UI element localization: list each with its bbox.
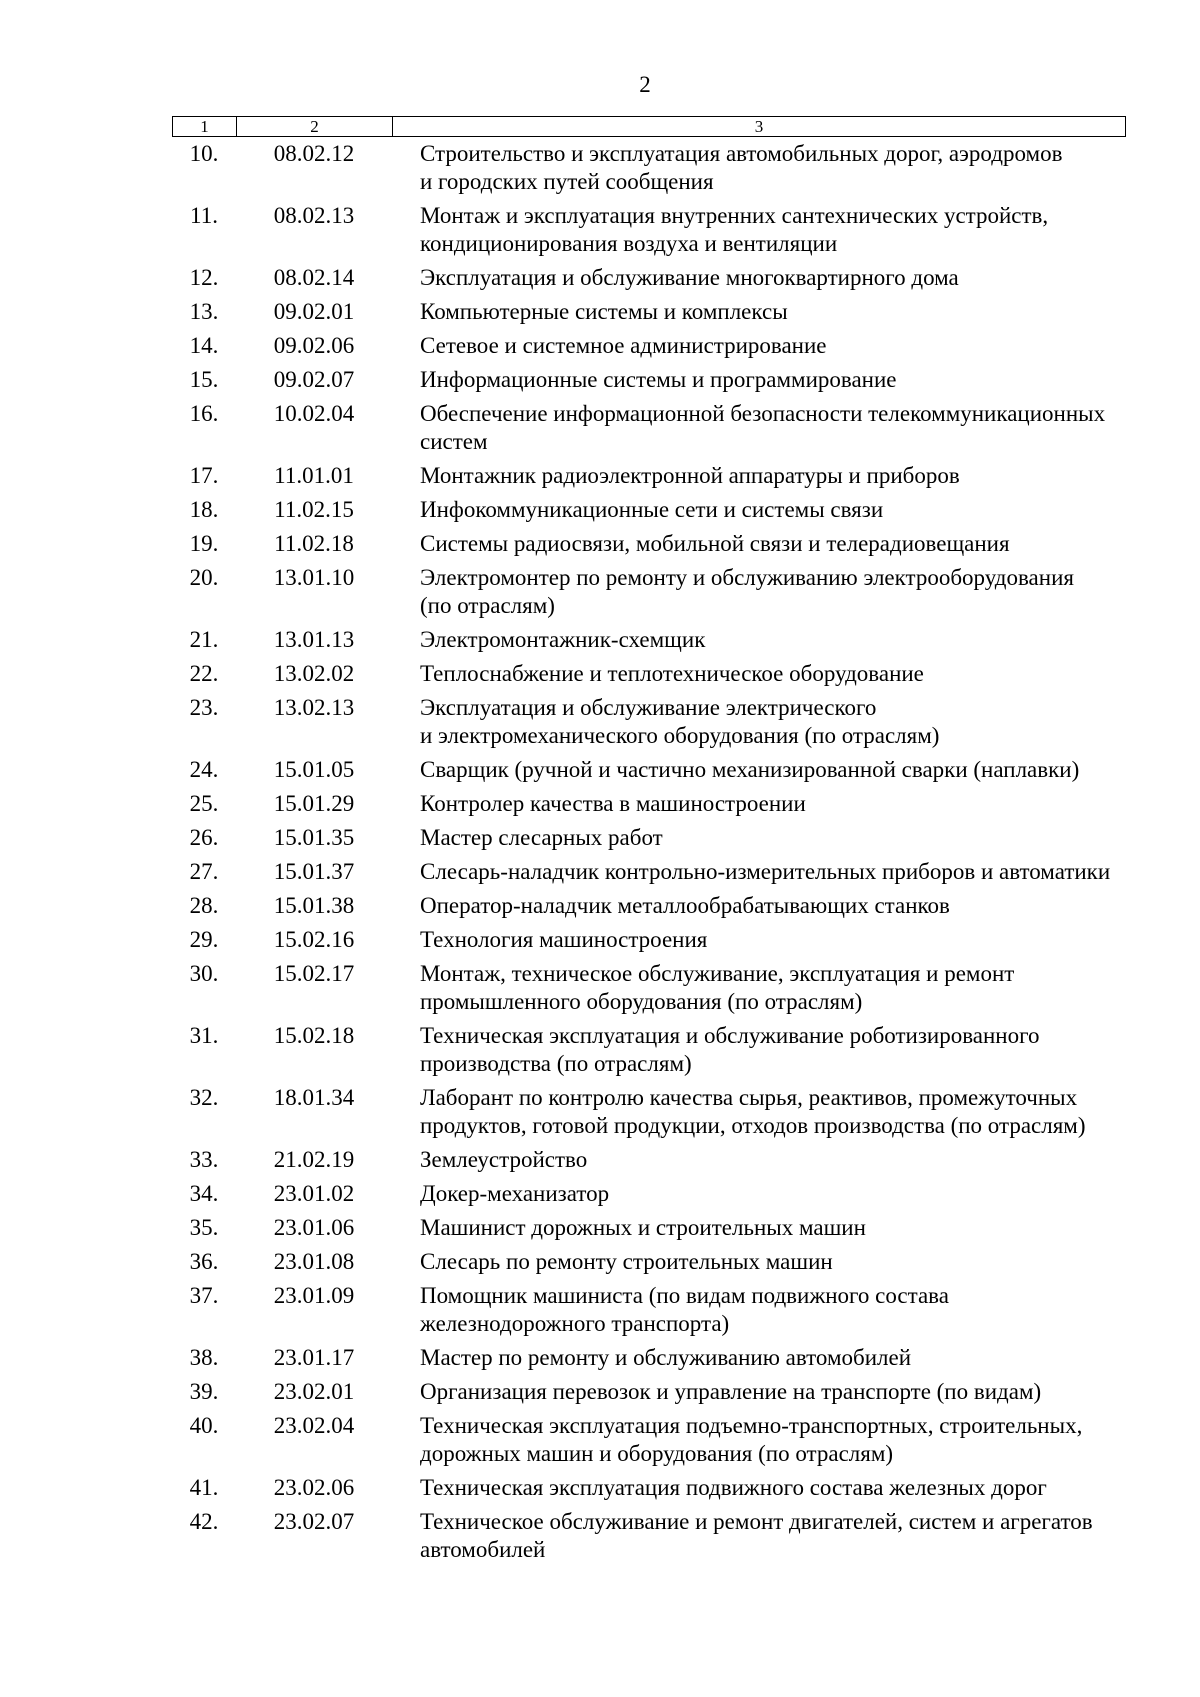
- specialty-name: [420, 530, 1140, 558]
- table-row: [172, 530, 1142, 558]
- row-number: 35.: [189, 1215, 219, 1240]
- specialty-name-line: промышленного оборудования (по отраслям): [420, 989, 863, 1014]
- specialty-name-line: Техническая эксплуатация подвижного состава железных дорог: [420, 1475, 1047, 1500]
- table-body: [172, 140, 1142, 1570]
- specialty-name-line: Слесарь по ремонту строительных машин: [420, 1249, 833, 1274]
- specialty-code: 23.01.06: [273, 1215, 355, 1240]
- row-number: 21.: [189, 627, 219, 652]
- specialty-name: [420, 298, 1140, 326]
- header-col-2: 2: [237, 117, 393, 136]
- table-row: [172, 1412, 1142, 1468]
- specialty-code: 11.01.01: [274, 463, 354, 488]
- row-number: 12.: [189, 265, 219, 290]
- table-row: [172, 960, 1142, 1016]
- specialty-name: [420, 858, 1140, 886]
- specialty-name: [420, 1022, 1140, 1078]
- row-number: 36.: [189, 1249, 219, 1274]
- row-number: 14.: [189, 333, 219, 358]
- specialty-name-line: систем: [420, 429, 488, 454]
- row-number: 11.: [190, 203, 218, 228]
- row-number: 37.: [189, 1283, 219, 1308]
- specialty-name-line: Монтаж, техническое обслуживание, эксплуатация и ремонт: [420, 961, 1015, 986]
- specialty-name-line: кондиционирования воздуха и вентиляции: [420, 231, 838, 256]
- specialty-name-line: Сетевое и системное администрирование: [420, 333, 827, 358]
- specialty-name: [420, 140, 1140, 196]
- row-number: 40.: [189, 1413, 219, 1438]
- row-number: 34.: [189, 1181, 219, 1206]
- specialty-name-line: Техническая эксплуатация и обслуживание роботизированного: [420, 1023, 1040, 1048]
- table-row: [172, 298, 1142, 326]
- specialty-name-line: Компьютерные системы и комплексы: [420, 299, 788, 324]
- row-number: 15.: [189, 367, 219, 392]
- specialty-name: [420, 626, 1140, 654]
- row-number: 20.: [189, 565, 219, 590]
- specialty-code: 15.02.18: [273, 1023, 355, 1048]
- specialty-name: [420, 564, 1140, 620]
- table-row: [172, 1214, 1142, 1242]
- row-number: 39.: [189, 1379, 219, 1404]
- specialty-name-line: железнодорожного транспорта): [420, 1311, 730, 1336]
- row-number: 32.: [189, 1085, 219, 1110]
- table-row: [172, 462, 1142, 490]
- row-number: 29.: [189, 927, 219, 952]
- specialty-code: 15.01.35: [273, 825, 355, 850]
- specialty-name-line: Техническая эксплуатация подъемно-транспортных, строительных,: [420, 1413, 1083, 1438]
- specialty-name: [420, 332, 1140, 360]
- table-row: [172, 332, 1142, 360]
- row-number: 17.: [189, 463, 219, 488]
- specialty-code: 10.02.04: [273, 401, 355, 426]
- specialty-name-line: Контролер качества в машиностроении: [420, 791, 806, 816]
- row-number: 28.: [189, 893, 219, 918]
- specialty-code: 23.02.04: [273, 1413, 355, 1438]
- specialty-name: [420, 1146, 1140, 1174]
- specialty-name: [420, 1084, 1140, 1140]
- specialty-name: [420, 1474, 1140, 1502]
- specialty-name: [420, 1180, 1140, 1208]
- specialty-name-line: продуктов, готовой продукции, отходов производства (по отраслям): [420, 1113, 1086, 1138]
- table-row: [172, 140, 1142, 196]
- row-number: 24.: [189, 757, 219, 782]
- specialty-name-line: Монтаж и эксплуатация внутренних сантехнических устройств,: [420, 203, 1049, 228]
- specialty-name-line: Электромонтер по ремонту и обслуживанию электрооборудования: [420, 565, 1074, 590]
- table-row: [172, 264, 1142, 292]
- specialty-name-line: дорожных машин и оборудования (по отраслям): [420, 1441, 894, 1466]
- specialty-name: [420, 1508, 1140, 1564]
- table-row: [172, 1508, 1142, 1564]
- specialty-name: [420, 1248, 1140, 1276]
- specialty-code: 15.01.29: [273, 791, 355, 816]
- specialty-name: [420, 892, 1140, 920]
- page-number: 2: [639, 72, 651, 97]
- specialty-name-line: Землеустройство: [420, 1147, 588, 1172]
- specialty-code: 13.01.13: [273, 627, 355, 652]
- specialty-name-line: Инфокоммуникационные сети и системы связи: [420, 497, 884, 522]
- specialty-code: 23.01.08: [273, 1249, 355, 1274]
- row-number: 10.: [189, 141, 219, 166]
- specialty-name-line: производства (по отраслям): [420, 1051, 692, 1076]
- table-row: [172, 756, 1142, 784]
- table-row: [172, 202, 1142, 258]
- specialty-code: 15.02.16: [273, 927, 355, 952]
- row-number: 31.: [189, 1023, 219, 1048]
- table-row: [172, 790, 1142, 818]
- table-row: [172, 366, 1142, 394]
- specialty-code: 11.02.18: [274, 531, 354, 556]
- specialty-code: 13.02.13: [273, 695, 355, 720]
- specialty-name-line: Докер-механизатор: [420, 1181, 610, 1206]
- specialty-name: [420, 694, 1140, 750]
- table-row: [172, 1084, 1142, 1140]
- specialty-code: 15.01.05: [273, 757, 355, 782]
- specialty-name-line: Помощник машиниста (по видам подвижного состава: [420, 1283, 949, 1308]
- specialty-code: 23.01.17: [273, 1345, 355, 1370]
- table-row: [172, 1146, 1142, 1174]
- specialty-name-line: Организация перевозок и управление на транспорте (по видам): [420, 1379, 1042, 1404]
- row-number: 18.: [189, 497, 219, 522]
- specialty-name: [420, 756, 1140, 784]
- specialty-name-line: Электромонтажник-схемщик: [420, 627, 706, 652]
- specialty-name: [420, 366, 1140, 394]
- row-number: 25.: [189, 791, 219, 816]
- row-number: 13.: [189, 299, 219, 324]
- table-row: [172, 626, 1142, 654]
- specialty-name: [420, 1214, 1140, 1242]
- header-col-3: 3: [754, 117, 764, 136]
- specialty-name: [420, 1282, 1140, 1338]
- table-row: [172, 858, 1142, 886]
- specialty-name-line: Оператор-наладчик металлообрабатывающих станков: [420, 893, 950, 918]
- specialty-name-line: Эксплуатация и обслуживание электрического: [420, 695, 877, 720]
- row-number: 30.: [189, 961, 219, 986]
- specialty-name-line: Мастер слесарных работ: [420, 825, 663, 850]
- table-row: [172, 1378, 1142, 1406]
- specialty-name-line: Теплоснабжение и теплотехническое оборудование: [420, 661, 924, 686]
- specialty-name-line: Монтажник радиоэлектронной аппаратуры и приборов: [420, 463, 960, 488]
- specialty-name: [420, 926, 1140, 954]
- specialty-name-line: Техническое обслуживание и ремонт двигателей, систем и агрегатов: [420, 1509, 1093, 1534]
- specialty-code: 15.01.37: [273, 859, 355, 884]
- specialty-code: 23.02.07: [273, 1509, 355, 1534]
- specialty-code: 18.01.34: [273, 1085, 355, 1110]
- specialty-code: 09.02.01: [273, 299, 355, 324]
- specialty-name-line: Лаборант по контролю качества сырья, реактивов, промежуточных: [420, 1085, 1078, 1110]
- specialty-code: 21.02.19: [273, 1147, 355, 1172]
- table-row: [172, 1344, 1142, 1372]
- specialty-code: 23.01.02: [273, 1181, 355, 1206]
- row-number: 26.: [189, 825, 219, 850]
- specialty-name: [420, 1412, 1140, 1468]
- specialty-code: 09.02.07: [273, 367, 355, 392]
- table-header: [172, 116, 1126, 137]
- specialty-name-line: Обеспечение информационной безопасности телекоммуникационных: [420, 401, 1106, 426]
- row-number: 38.: [189, 1345, 219, 1370]
- row-number: 19.: [189, 531, 219, 556]
- table-row: [172, 496, 1142, 524]
- specialty-code: 08.02.13: [273, 203, 355, 228]
- specialty-code: 08.02.14: [273, 265, 355, 290]
- table-row: [172, 400, 1142, 456]
- row-number: 16.: [189, 401, 219, 426]
- specialty-code: 23.02.06: [273, 1475, 355, 1500]
- specialty-name-line: Системы радиосвязи, мобильной связи и телерадиовещания: [420, 531, 1010, 556]
- specialty-name-line: автомобилей: [420, 1537, 546, 1562]
- specialty-name-line: Технология машиностроения: [420, 927, 708, 952]
- specialty-name-line: и городских путей сообщения: [420, 169, 714, 194]
- header-col-1: 1: [173, 117, 237, 136]
- table-row: [172, 1022, 1142, 1078]
- row-number: 41.: [189, 1475, 219, 1500]
- specialty-name: [420, 496, 1140, 524]
- specialty-name-line: Строительство и эксплуатация автомобильных дорог, аэродромов: [420, 141, 1063, 166]
- table-row: [172, 1282, 1142, 1338]
- table-row: [172, 824, 1142, 852]
- specialty-name: [420, 824, 1140, 852]
- specialty-name-line: Машинист дорожных и строительных машин: [420, 1215, 866, 1240]
- row-number: 27.: [189, 859, 219, 884]
- specialty-name: [420, 660, 1140, 688]
- specialty-code: 09.02.06: [273, 333, 355, 358]
- specialty-name: [420, 790, 1140, 818]
- row-number: 33.: [189, 1147, 219, 1172]
- table-row: [172, 660, 1142, 688]
- table-row: [172, 926, 1142, 954]
- table-row: [172, 1180, 1142, 1208]
- specialty-code: 23.02.01: [273, 1379, 355, 1404]
- specialty-name: [420, 264, 1140, 292]
- specialty-code: 11.02.15: [274, 497, 354, 522]
- table-row: [172, 694, 1142, 750]
- specialty-name-line: и электромеханического оборудования (по отраслям): [420, 723, 940, 748]
- specialty-code: 23.01.09: [273, 1283, 355, 1308]
- specialty-name-line: Сварщик (ручной и частично механизированной сварки (наплавки): [420, 757, 1080, 782]
- table-row: [172, 564, 1142, 620]
- specialty-name: [420, 960, 1140, 1016]
- specialty-code: 15.01.38: [273, 893, 355, 918]
- row-number: 23.: [189, 695, 219, 720]
- specialty-name: [420, 400, 1140, 456]
- specialty-name-line: Информационные системы и программирование: [420, 367, 897, 392]
- specialty-name: [420, 1378, 1140, 1406]
- specialty-code: 13.02.02: [273, 661, 355, 686]
- row-number: 42.: [189, 1509, 219, 1534]
- specialty-name: [420, 202, 1140, 258]
- specialty-name-line: (по отраслям): [420, 593, 555, 618]
- specialty-name-line: Эксплуатация и обслуживание многоквартирного дома: [420, 265, 959, 290]
- row-number: 22.: [189, 661, 219, 686]
- specialty-code: 13.01.10: [273, 565, 355, 590]
- table-row: [172, 1474, 1142, 1502]
- specialty-code: 08.02.12: [273, 141, 355, 166]
- specialty-name-line: Слесарь-наладчик контрольно-измерительных приборов и автоматики: [420, 859, 1111, 884]
- specialty-name: [420, 1344, 1140, 1372]
- table-row: [172, 892, 1142, 920]
- specialty-code: 15.02.17: [273, 961, 355, 986]
- specialty-name-line: Мастер по ремонту и обслуживанию автомобилей: [420, 1345, 912, 1370]
- table-row: [172, 1248, 1142, 1276]
- specialty-name: [420, 462, 1140, 490]
